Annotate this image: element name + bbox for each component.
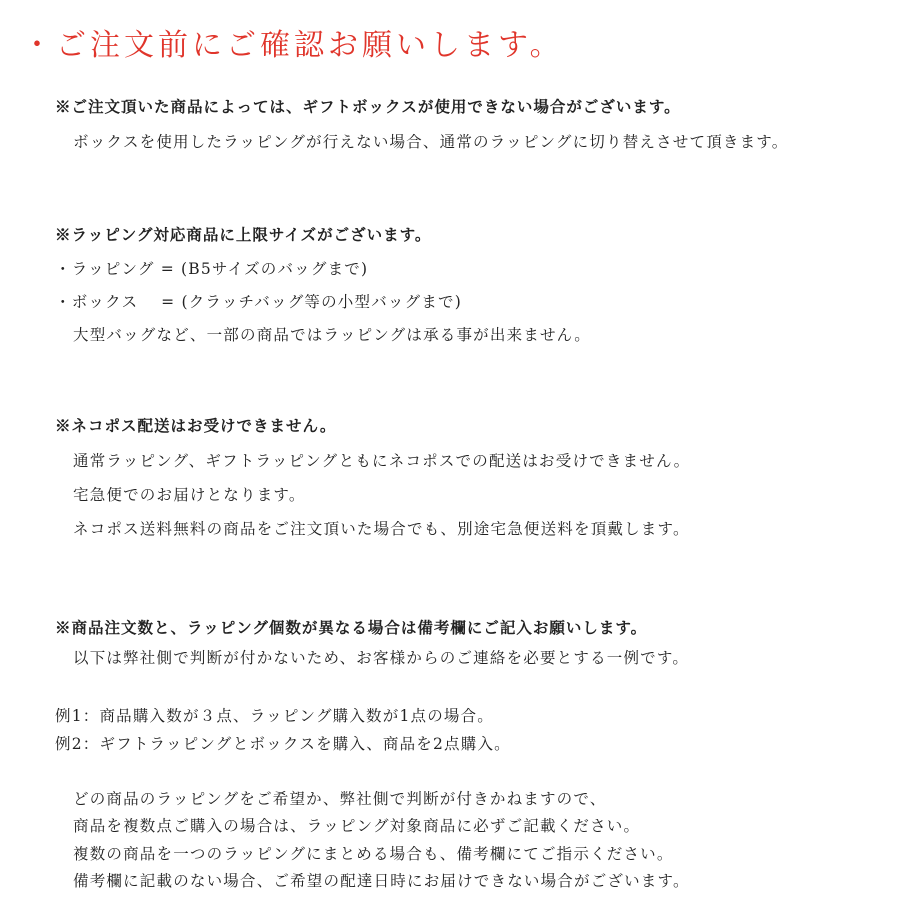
note-line-2: 商品を複数点ご購入の場合は、ラッピング対象商品に必ずご記載ください。	[73, 817, 641, 835]
section-1-line-1: ボックスを使用したラッピングが行えない場合、通常のラッピングに切り替えさせて頂きます。	[73, 133, 789, 151]
section-3-line-2: 宅急便でのお届けとなります。	[73, 486, 306, 504]
note-line-4: 備考欄に記載のない場合、ご希望の配達日時にお届けできない場合がございます。	[73, 872, 690, 890]
example-2: 例2：ギフトラッピングとボックスを購入、商品を2点購入。	[55, 735, 511, 753]
section-4-line-1: 以下は弊社側で判断が付かないため、お客様からのご連絡を必要とする一例です。	[73, 649, 690, 667]
section-2-note: 大型バッグなど、一部の商品ではラッピングは承る事が出来ません。	[73, 326, 592, 344]
section-2-box-size: ・ボックス = (クラッチバッグ等の小型バッグまで)	[55, 293, 462, 311]
note-line-1: どの商品のラッピングをご希望か、弊社側で判断が付きかねますので、	[73, 790, 607, 808]
section-1-title: ※ご注文頂いた商品によっては、ギフトボックスが使用できない場合がございます。	[55, 97, 681, 116]
example-1: 例1：商品購入数が３点、ラッピング購入数が1点の場合。	[55, 707, 495, 725]
section-3-line-3: ネコポス送料無料の商品をご注文頂いた場合でも、別途宅急便送料を頂戴します。	[73, 520, 690, 538]
section-2-title: ※ラッピング対応商品に上限サイズがございます。	[55, 225, 432, 244]
section-3-line-1: 通常ラッピング、ギフトラッピングともにネコポスでの配送はお受けできません。	[73, 452, 691, 470]
section-4-title: ※商品注文数と、ラッピング個数が異なる場合は備考欄にご記入お願いします。	[55, 618, 648, 637]
section-2-wrapping-size: ・ラッピング = (B5サイズのバッグまで)	[55, 260, 369, 278]
note-line-3: 複数の商品を一つのラッピングにまとめる場合も、備考欄にてご指示ください。	[73, 845, 674, 863]
page-heading: ・ご注文前にご確認お願いします。	[22, 28, 564, 63]
section-3-title: ※ネコポス配送はお受けできません。	[55, 416, 337, 435]
